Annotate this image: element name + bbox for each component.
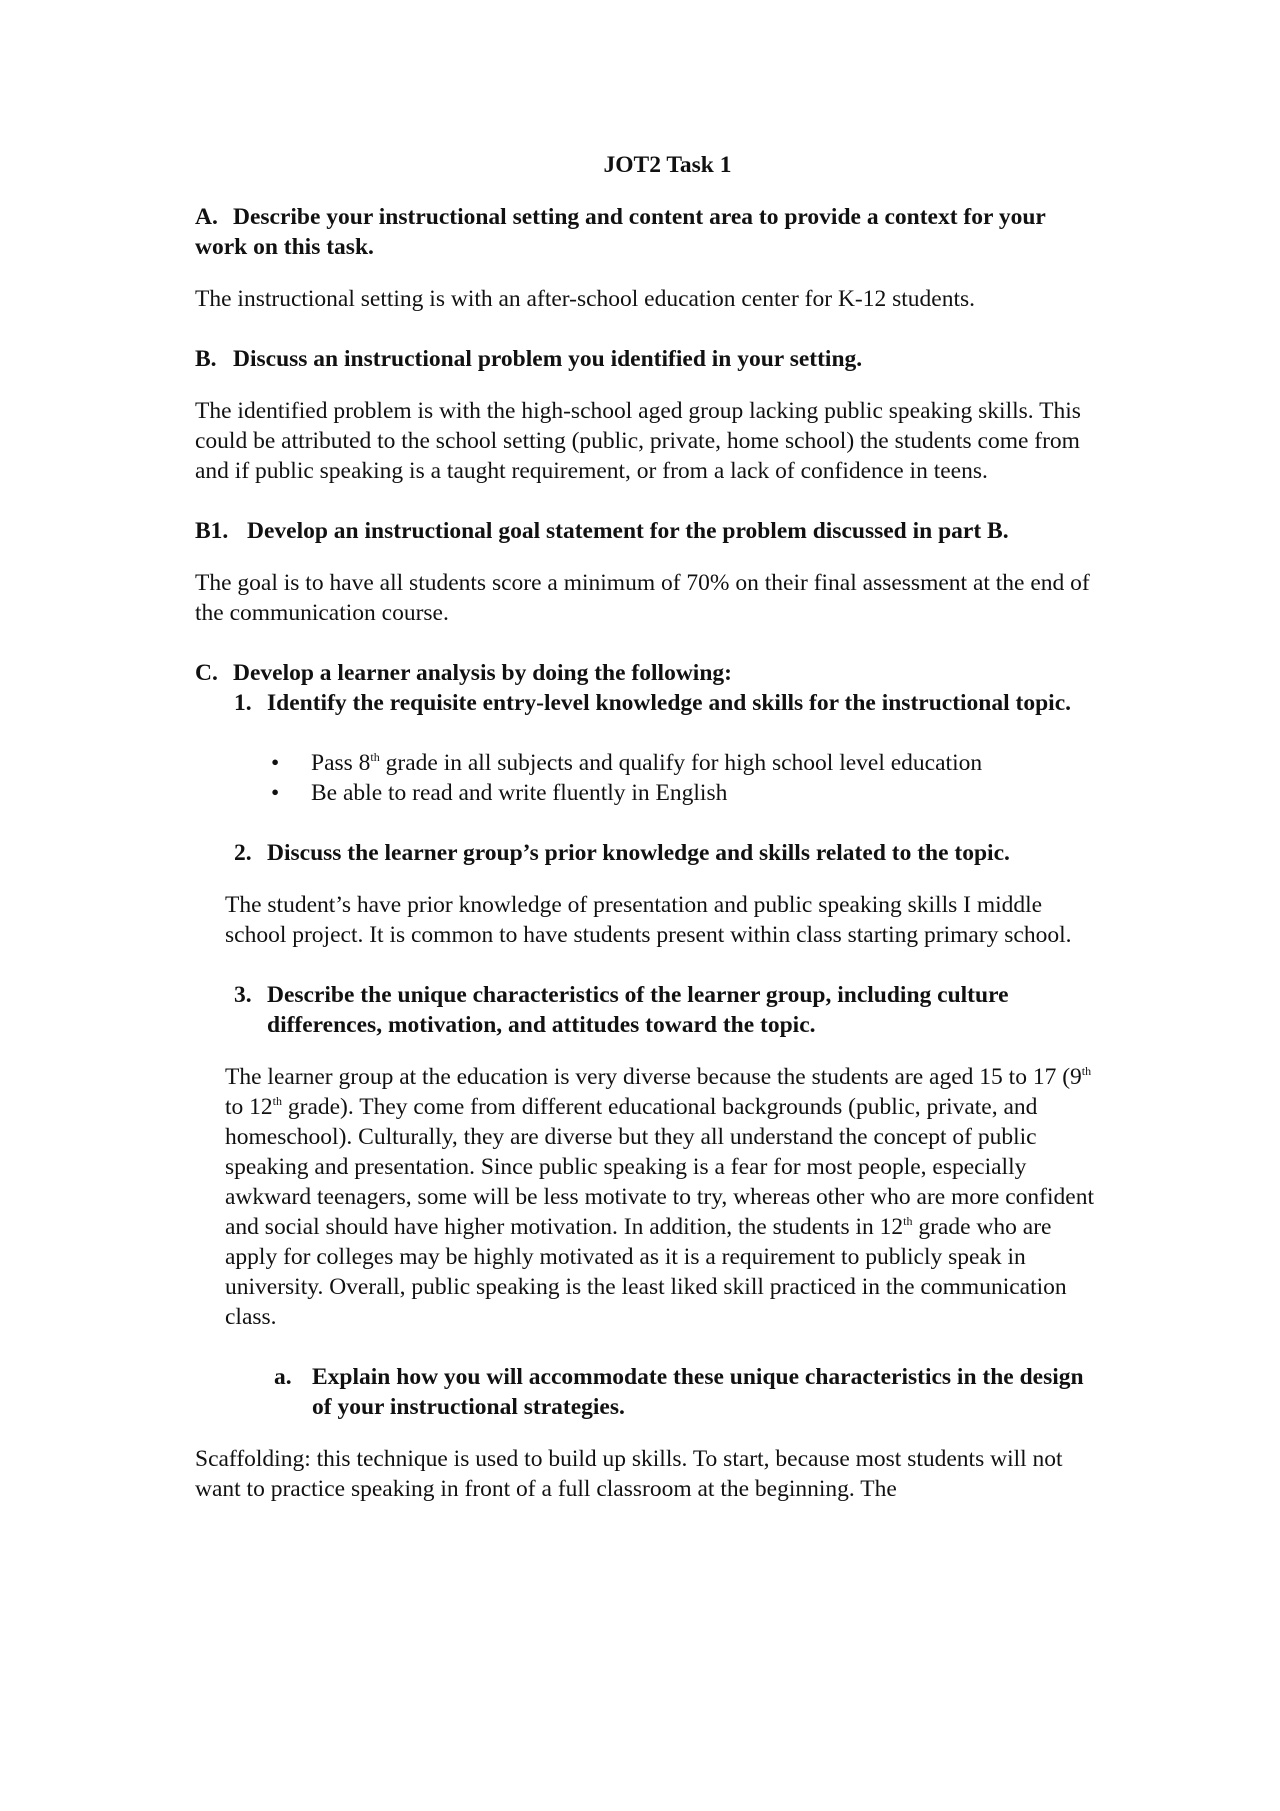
- section-c-item3a-text: Explain how you will accommodate these unique characteristics in the design of your instructional strategies.: [312, 1364, 1084, 1420]
- section-c-item3-answer: [195, 1062, 1100, 1332]
- list-item: [195, 748, 1100, 778]
- section-a-question-text: Describe your instructional setting and content area to provide a context for your work on this task.: [195, 204, 1046, 260]
- section-a-question: [195, 202, 1100, 262]
- section-c-question-text: Develop a learner analysis by doing the following:: [233, 660, 732, 686]
- section-b-question: [195, 344, 1100, 374]
- section-a-label: A.: [195, 204, 218, 230]
- item3-answer-sup3: th: [903, 1214, 913, 1229]
- section-c-item2-question: [195, 838, 1100, 868]
- section-b1-label: B1.: [195, 518, 229, 544]
- item3-answer-part2: to 12: [225, 1094, 273, 1120]
- section-b1-question-text: Develop an instructional goal statement for the problem discussed in part B.: [247, 518, 1009, 544]
- bullet2-text: Be able to read and write fluently in English: [311, 780, 728, 806]
- bullet-icon: •: [271, 750, 280, 776]
- section-c-item3a-num: a.: [274, 1364, 292, 1390]
- item3-answer-part3: grade). They come from different educational backgrounds (public, private, and homeschool). Culturally, they are diverse but they all understand the concept of public speaking and presentation. Since public speaking is a fear for most people, especially awkward teenagers, some will be less motivate to try, whereas other who are more confident and social should have higher motivation. In addition, the students in 12: [225, 1094, 1094, 1240]
- section-c-label: C.: [195, 660, 218, 686]
- section-c-question: [195, 658, 1100, 688]
- section-c-item2-text: Discuss the learner group’s prior knowledge and skills related to the topic.: [267, 840, 1010, 866]
- bullet-icon: •: [271, 780, 280, 806]
- section-b-label: B.: [195, 346, 217, 372]
- section-c-item2-num: 2.: [234, 840, 252, 866]
- bullet1-sup: th: [370, 750, 380, 765]
- document-page: [195, 150, 1100, 1534]
- bullet1-post: grade in all subjects and qualify for high school level education: [379, 750, 983, 776]
- section-c-item3a-question: [195, 1362, 1100, 1422]
- item3-answer-sup1: th: [1081, 1064, 1092, 1079]
- section-c-item1-text: Identify the requisite entry-level knowledge and skills for the instructional topic.: [267, 690, 1072, 716]
- section-a-answer: The instructional setting is with an after-school education center for K-12 students.: [195, 286, 976, 312]
- item3-answer-part4: grade who are apply for colleges may be highly motivated as it is a requirement to publicly speak in university. Overall, public speaking is the least liked skill practiced in the communication class.: [225, 1214, 1067, 1330]
- section-c-item2-answer: The student’s have prior knowledge of presentation and public speaking skills I middle school project. It is common to have students present within class starting primary school.: [225, 892, 1072, 948]
- section-b1-question: [195, 516, 1100, 546]
- item3-answer-sup2: th: [272, 1094, 282, 1109]
- document-title: JOT2 Task 1: [603, 152, 732, 178]
- entry-skills-list: [195, 748, 1100, 808]
- section-c-item1-question: [195, 688, 1100, 718]
- list-item: [195, 778, 1100, 808]
- section-c-item1-num: 1.: [234, 690, 252, 716]
- section-c-item3-text: Describe the unique characteristics of the learner group, including culture differences, motivation, and attitudes toward the topic.: [267, 982, 1009, 1038]
- closing-paragraph: Scaffolding: this technique is used to build up skills. To start, because most students will not want to practice speaking in front of a full classroom at the beginning. The: [195, 1446, 1063, 1502]
- section-c-item3-question: [195, 980, 1100, 1040]
- item3-answer-part1: The learner group at the education is very diverse because the students are aged 15 to 17 (9: [225, 1064, 1082, 1090]
- section-c-item3-num: 3.: [234, 982, 252, 1008]
- section-b-answer: The identified problem is with the high-school aged group lacking public speaking skills. This could be attributed to the school setting (public, private, home school) the students come from and if public speaking is a taught requirement, or from a lack of confidence in teens.: [195, 398, 1081, 484]
- bullet1-pre: Pass 8: [311, 750, 371, 776]
- section-b-question-text: Discuss an instructional problem you identified in your setting.: [233, 346, 863, 372]
- section-b1-answer: The goal is to have all students score a minimum of 70% on their final assessment at the end of the communication course.: [195, 570, 1090, 626]
